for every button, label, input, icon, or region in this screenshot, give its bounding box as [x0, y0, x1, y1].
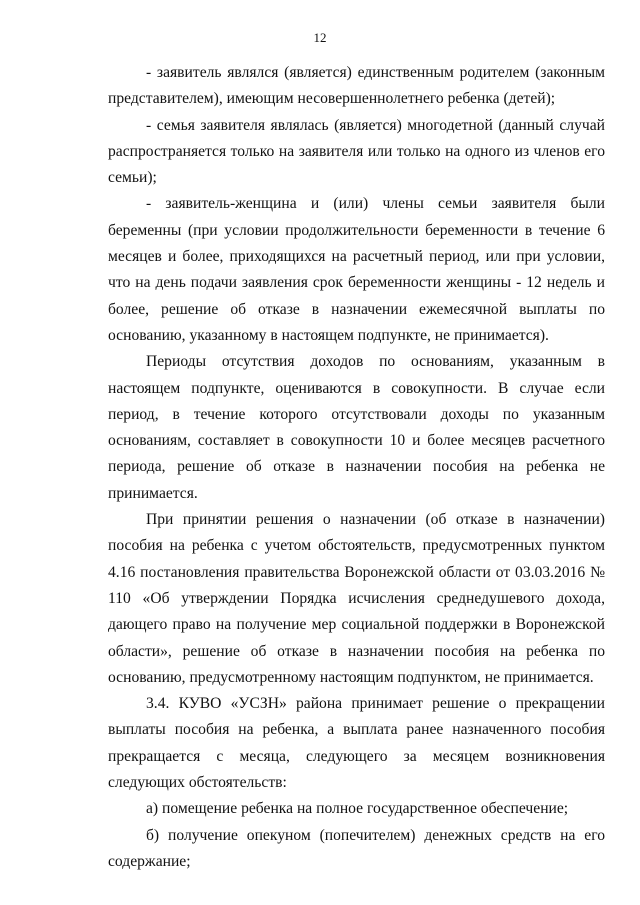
paragraph-decision-circumstances: При принятии решения о назначении (об отказе в назначении) пособия на ребенка с учетом обстоятельств, предусмотренных пунктом 4.16 постановления правительства Воронежской области от 03.03.2016 № 110 «Об утверждении Порядка исчисления среднедушевого дохода, дающего право на получение мер социальной поддержки в Воронежской области», решение об отказе в назначении пособия на ребенка по основанию, предусмотренному настоящим подпунктом, не принимается.	[108, 511, 605, 686]
list-item-b: б) получение опекуном (попечителем) денежных средств на его содержание;	[108, 826, 605, 870]
paragraph-large-family: - семья заявителя являлась (является) многодетной (данный случай распространяется только на заявителя или только на одного из членов его семьи);	[108, 116, 605, 187]
paragraph-pregnancy: - заявитель-женщина и (или) члены семьи заявителя были беременны (при условии продолжительности беременности в течение 6 месяцев и более, приходящихся на расчетный период, или при условии, что на день подачи заявления срок беременности женщины - 12 недель и более, решение об отказе в назначении ежемесячной выплаты по основанию, указанному в настоящем подпункте, не принимается).	[108, 195, 605, 344]
list-item-a: а) помещение ребенка на полное государственное обеспечение;	[146, 800, 569, 818]
page-number: 12	[313, 30, 327, 45]
paragraph-income-periods: Периоды отсутствия доходов по основаниям, указанным в настоящем подпункте, оцениваются в совокупности. В случае если период, в течение которого отсутствовали доходы по указанным основаниям, составляет в совокупности 10 и более месяцев расчетного периода, решение об отказе в назначении пособия на ребенка не принимается.	[108, 353, 605, 502]
paragraph-section-3-4: 3.4. КУВО «УСЗН» района принимает решение о прекращении выплаты пособия на ребенка, а выплата ранее назначенного пособия прекращается с месяца, следующего за месяцем возникновения следующих обстоятельств:	[108, 695, 605, 792]
paragraph-single-parent: - заявитель являлся (является) единственным родителем (законным представителем), имеющим несовершеннолетнего ребенка (детей);	[108, 64, 605, 108]
document-body	[108, 60, 605, 875]
